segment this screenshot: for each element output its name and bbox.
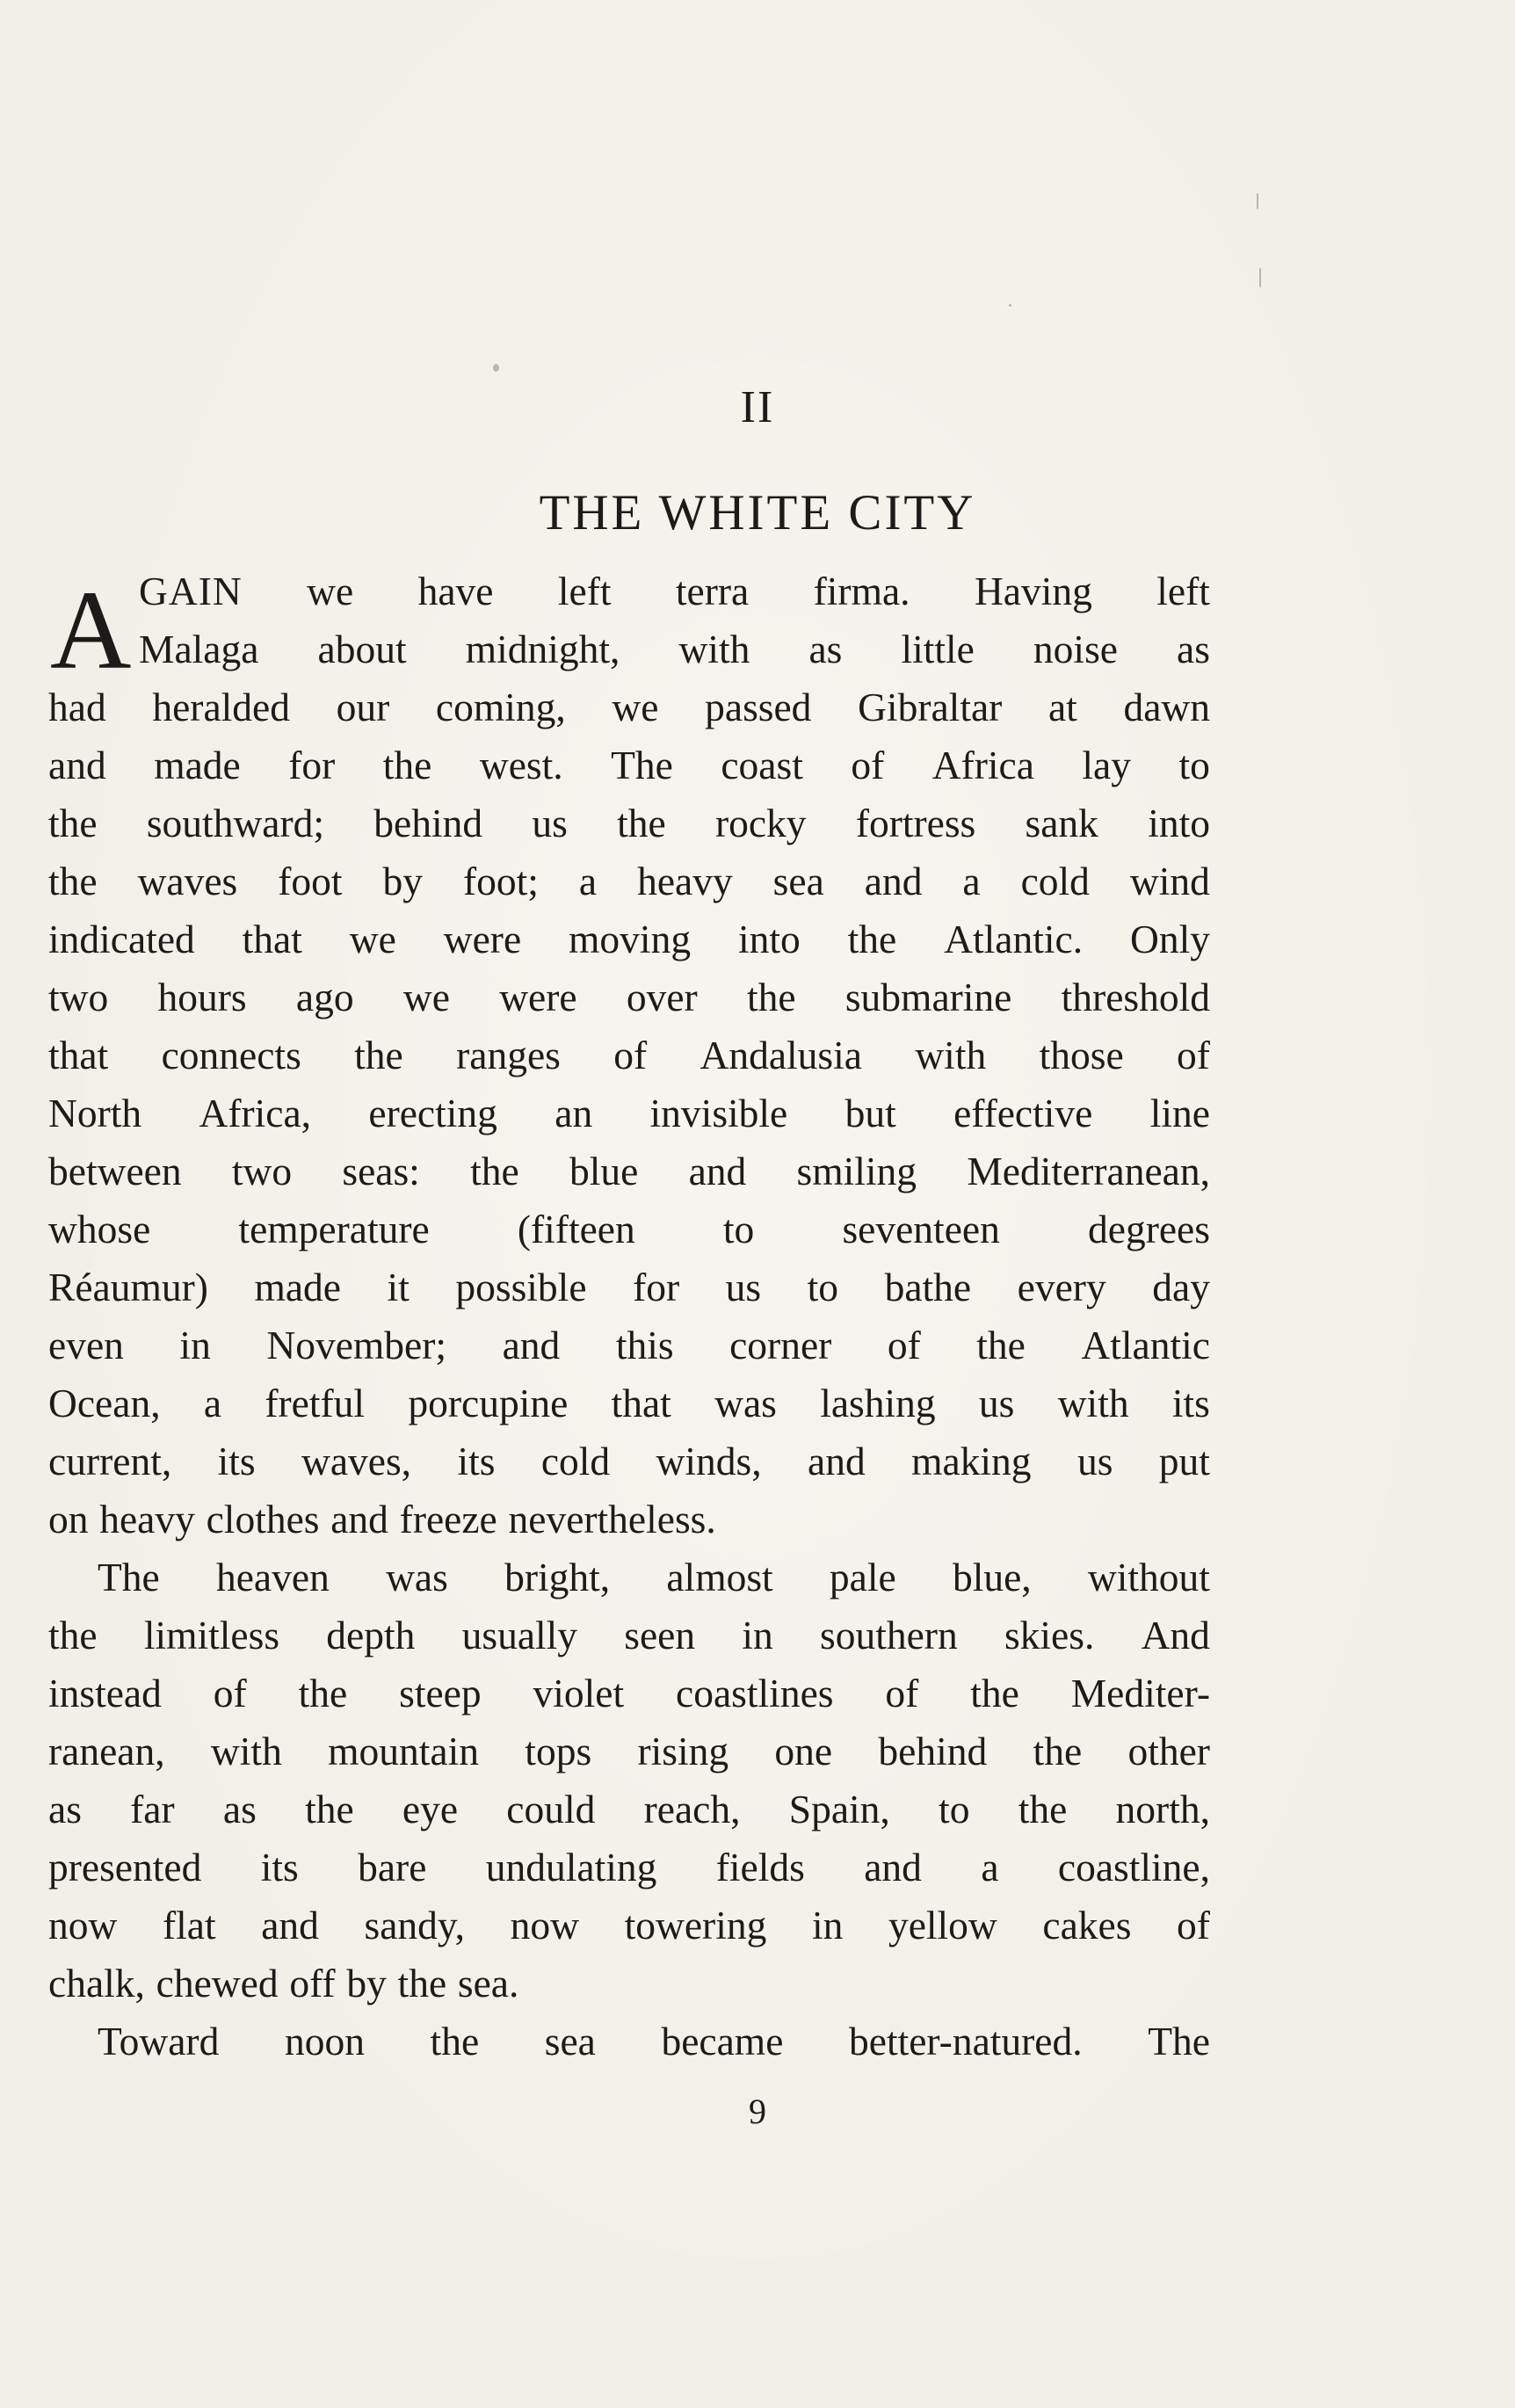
text-line: North Africa, erecting an invisible but effective line (48, 1091, 1210, 1135)
text-line: as far as the eye could reach, Spain, to the north, (48, 1787, 1210, 1831)
text-lines (48, 562, 1210, 2071)
text-line: Réaumur) made it possible for us to bathe every day (48, 1265, 1210, 1309)
text-line: Malaga about midnight, with as little noise as (139, 627, 1210, 671)
body-text (48, 562, 1210, 2071)
text-line: now flat and sandy, now towering in yellow cakes of (48, 1903, 1210, 1947)
text-line: The heaven was bright, almost pale blue, without (98, 1555, 1210, 1599)
text-line: presented its bare undulating fields and a coastline, (48, 1845, 1210, 1889)
text-line: GAIN we have left terra firma. Having left (139, 569, 1210, 613)
text-line: Ocean, a fretful porcupine that was lashing us with its (48, 1381, 1210, 1425)
text-line: indicated that we were moving into the Atlantic. Only (48, 917, 1210, 961)
text-line: the waves foot by foot; a heavy sea and a cold wind (48, 859, 1210, 903)
text-line: had heralded our coming, we passed Gibraltar at dawn (48, 685, 1210, 729)
text-line: even in November; and this corner of the Atlantic (48, 1323, 1210, 1367)
text-line: whose temperature (fifteen to seventeen degrees (48, 1207, 1210, 1251)
text-line: that connects the ranges of Andalusia with those of (48, 1033, 1210, 1077)
ink-speck (1259, 268, 1261, 287)
page-number: 9 (749, 2092, 766, 2131)
ink-speck (493, 364, 499, 372)
text-line: the limitless depth usually seen in southern skies. And (48, 1613, 1210, 1657)
text-line: Toward noon the sea became better-natured. The (98, 2019, 1210, 2063)
ink-speck (1009, 304, 1011, 307)
text-line: the southward; behind us the rocky fortress sank into (48, 801, 1210, 845)
text-line: instead of the steep violet coastlines of the Mediter- (48, 1671, 1210, 1715)
text-line: and made for the west. The coast of Africa lay to (48, 743, 1210, 787)
text-line: ranean, with mountain tops rising one behind the other (48, 1729, 1210, 1773)
text-line: two hours ago we were over the submarine threshold (48, 975, 1210, 1019)
text-line: on heavy clothes and freeze nevertheless. (48, 1497, 716, 1541)
text-line: chalk, chewed off by the sea. (48, 1961, 519, 2005)
ink-speck (1257, 193, 1258, 209)
chapter-number: II (740, 382, 775, 432)
text-line: between two seas: the blue and smiling Mediterranean, (48, 1149, 1210, 1193)
chapter-title: THE WHITE CITY (539, 485, 976, 540)
drop-cap: A (50, 568, 132, 693)
text-line: current, its waves, its cold winds, and making us put (48, 1439, 1210, 1483)
